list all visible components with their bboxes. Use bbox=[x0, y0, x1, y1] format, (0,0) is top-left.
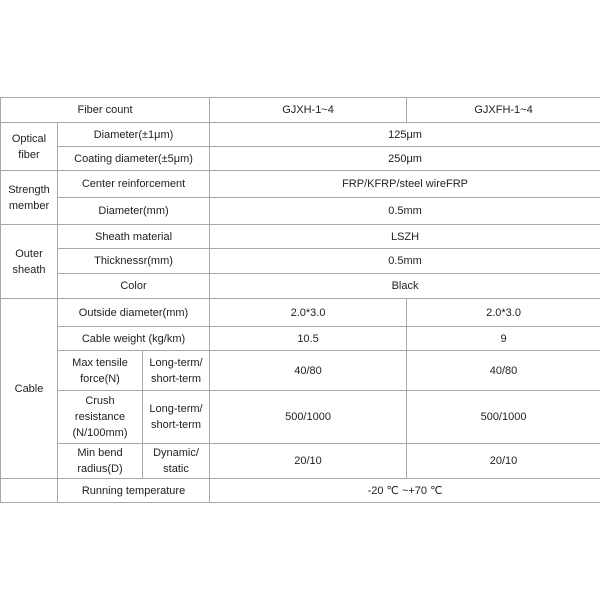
center-reinforcement-label: Center reinforcement bbox=[58, 171, 210, 198]
running-temperature-label: Running temperature bbox=[58, 479, 210, 503]
table-row bbox=[1, 123, 600, 147]
group-outer-sheath: Outer sheath bbox=[1, 225, 58, 299]
table-row bbox=[1, 479, 600, 503]
empty-cell bbox=[1, 479, 58, 503]
min-bend-a: 20/10 bbox=[210, 444, 407, 479]
member-diameter-value: 0.5mm bbox=[210, 198, 600, 225]
coating-diameter-value: 250μm bbox=[210, 147, 600, 171]
fiber-diameter-value: 125μm bbox=[210, 123, 600, 147]
header-row bbox=[1, 98, 600, 123]
crush-resistance-label: Crush resistance (N/100mm) bbox=[58, 391, 143, 444]
model-a-header: GJXH-1~4 bbox=[210, 98, 407, 123]
cable-weight-a: 10.5 bbox=[210, 327, 407, 351]
min-bend-sublabel: Dynamic/ static bbox=[143, 444, 210, 479]
max-tensile-sublabel: Long-term/ short-term bbox=[143, 351, 210, 391]
max-tensile-a: 40/80 bbox=[210, 351, 407, 391]
min-bend-b: 20/10 bbox=[407, 444, 600, 479]
crush-resistance-b: 500/1000 bbox=[407, 391, 600, 444]
table-row bbox=[1, 274, 600, 299]
outside-diameter-a: 2.0*3.0 bbox=[210, 299, 407, 327]
model-b-header: GJXFH-1~4 bbox=[407, 98, 600, 123]
max-tensile-label: Max tensile force(N) bbox=[58, 351, 143, 391]
cable-weight-b: 9 bbox=[407, 327, 600, 351]
table-row bbox=[1, 327, 600, 351]
coating-diameter-label: Coating diameter(±5μm) bbox=[58, 147, 210, 171]
spec-table bbox=[0, 97, 600, 503]
table-row bbox=[1, 391, 600, 444]
color-value: Black bbox=[210, 274, 600, 299]
running-temperature-value: -20 ℃ ~+70 ℃ bbox=[210, 479, 600, 503]
max-tensile-b: 40/80 bbox=[407, 351, 600, 391]
table-row bbox=[1, 351, 600, 391]
table-row bbox=[1, 299, 600, 327]
table-row bbox=[1, 198, 600, 225]
group-optical-fiber: Optical fiber bbox=[1, 123, 58, 171]
table-row bbox=[1, 171, 600, 198]
crush-resistance-sublabel: Long-term/ short-term bbox=[143, 391, 210, 444]
table-row bbox=[1, 249, 600, 274]
outside-diameter-label: Outside diameter(mm) bbox=[58, 299, 210, 327]
table-row bbox=[1, 147, 600, 171]
fiber-diameter-label: Diameter(±1μm) bbox=[58, 123, 210, 147]
sheath-material-value: LSZH bbox=[210, 225, 600, 249]
min-bend-label: Min bend radius(D) bbox=[58, 444, 143, 479]
cable-weight-label: Cable weight (kg/km) bbox=[58, 327, 210, 351]
member-diameter-label: Diameter(mm) bbox=[58, 198, 210, 225]
group-cable: Cable bbox=[1, 299, 58, 479]
group-strength-member: Strength member bbox=[1, 171, 58, 225]
sheath-thickness-value: 0.5mm bbox=[210, 249, 600, 274]
table-row bbox=[1, 225, 600, 249]
color-label: Color bbox=[58, 274, 210, 299]
fiber-count-label: Fiber count bbox=[1, 98, 210, 123]
sheath-material-label: Sheath material bbox=[58, 225, 210, 249]
center-reinforcement-value: FRP/KFRP/steel wireFRP bbox=[210, 171, 600, 198]
crush-resistance-a: 500/1000 bbox=[210, 391, 407, 444]
table-row bbox=[1, 444, 600, 479]
sheath-thickness-label: Thicknessr(mm) bbox=[58, 249, 210, 274]
outside-diameter-b: 2.0*3.0 bbox=[407, 299, 600, 327]
